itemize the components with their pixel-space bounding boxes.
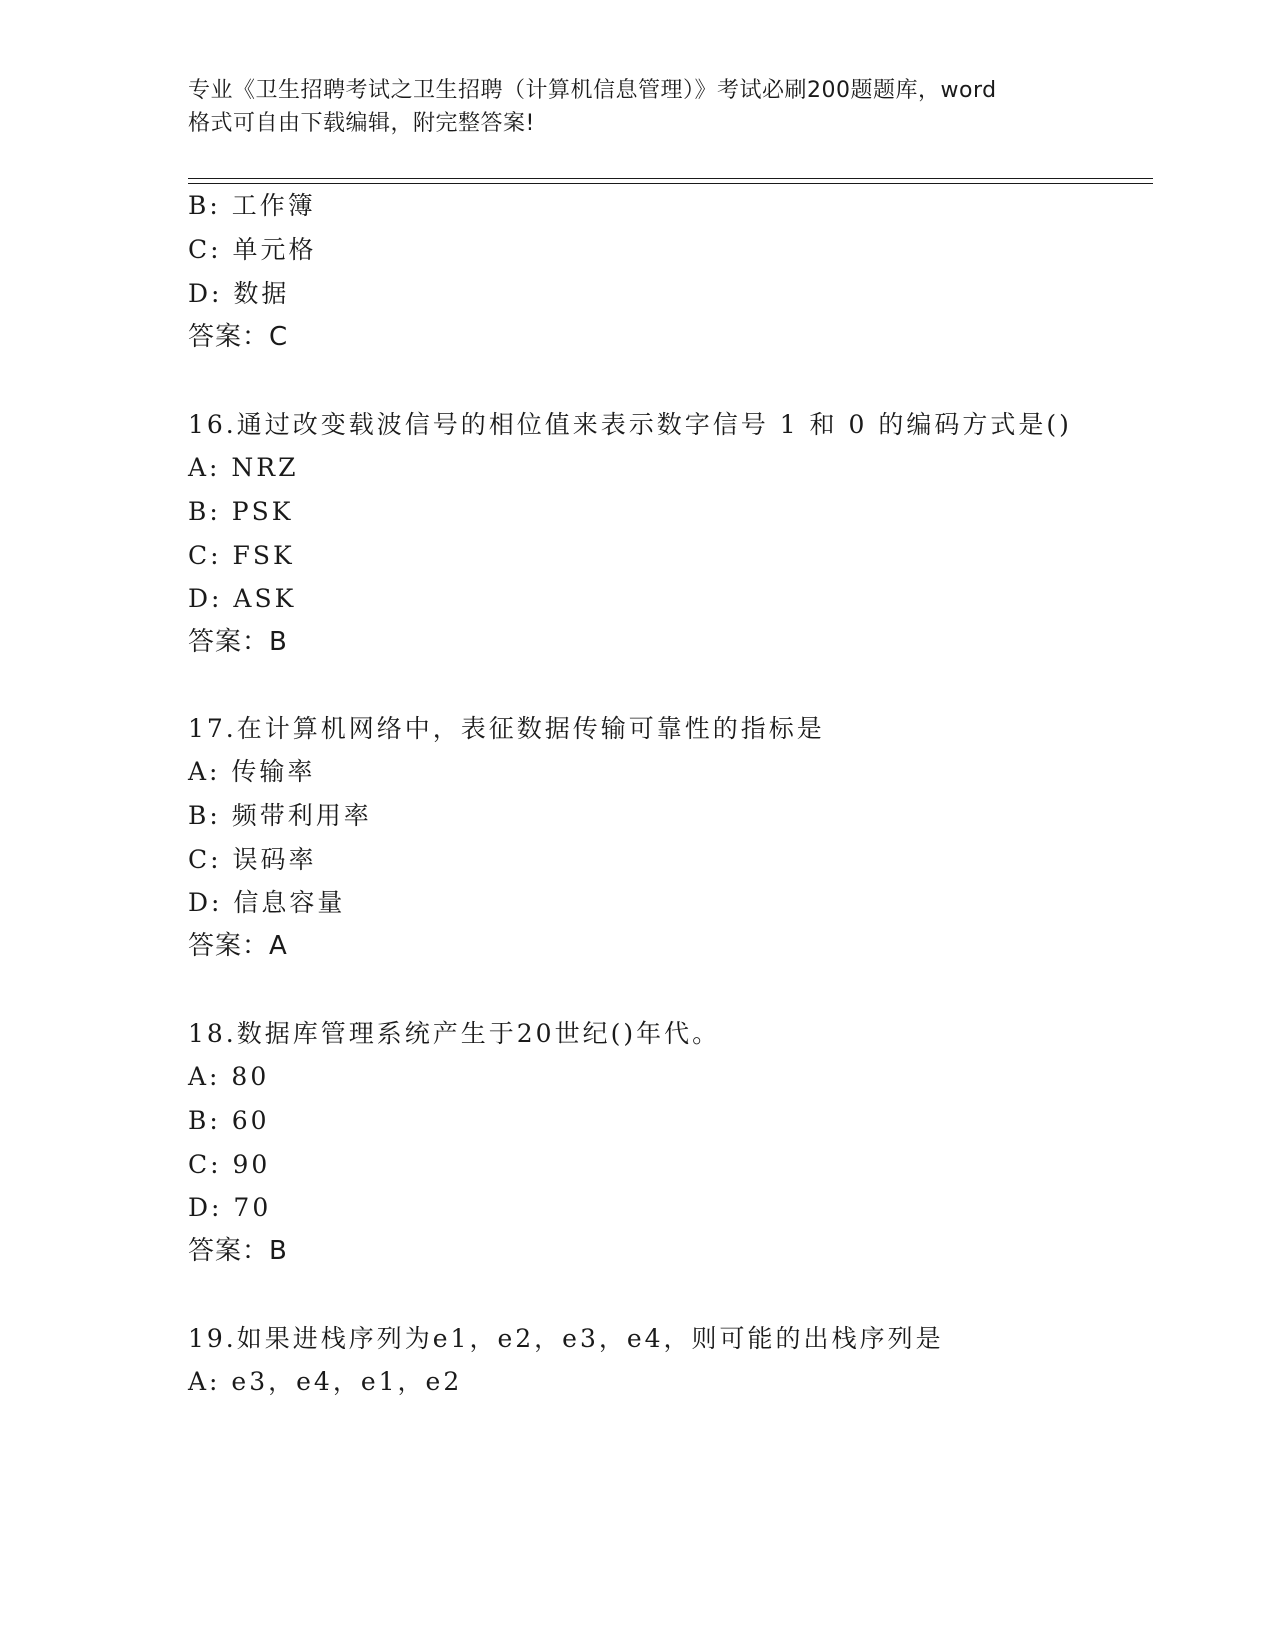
answer-line: 答案：A	[188, 931, 288, 961]
question-title: 17.在计算机网络中，表征数据传输可靠性的指标是	[188, 714, 825, 743]
answer-line: 答案：B	[188, 627, 288, 657]
header-title-line-1: 专业《卫生招聘考试之卫生招聘（计算机信息管理）》考试必刷200题题库，word	[188, 78, 997, 103]
option-d: D: 数据	[188, 279, 290, 308]
option-a: A: 80	[188, 1062, 270, 1091]
header-divider-top	[188, 178, 1153, 179]
option-b: B: 工作簿	[188, 191, 316, 220]
answer-line: 答案：B	[188, 1236, 288, 1266]
option-b: B: 60	[188, 1106, 270, 1135]
header-title-line-2: 格式可自由下载编辑，附完整答案!	[188, 111, 535, 136]
option-d: D: 信息容量	[188, 888, 346, 917]
option-b: B: PSK	[188, 497, 294, 526]
option-a: A: NRZ	[188, 453, 299, 482]
document-header	[188, 74, 1088, 140]
option-b: B: 频带利用率	[188, 801, 372, 830]
option-c: C: FSK	[188, 541, 295, 570]
question-title: 18.数据库管理系统产生于20世纪()年代。	[188, 1019, 721, 1048]
answer-line: 答案：C	[188, 322, 289, 352]
option-a: A: 传输率	[188, 757, 316, 786]
option-d: D: 70	[188, 1193, 272, 1222]
question-title: 16.通过改变载波信号的相位值来表示数字信号 1 和 0 的编码方式是()	[188, 410, 1072, 439]
option-c: C: 误码率	[188, 845, 317, 874]
option-d: D: ASK	[188, 584, 297, 613]
option-c: C: 90	[188, 1150, 271, 1179]
header-divider-bottom	[188, 183, 1153, 184]
option-a: A: e3，e4，e1，e2	[188, 1367, 463, 1396]
option-c: C: 单元格	[188, 235, 317, 264]
question-title: 19.如果进栈序列为e1，e2，e3，e4，则可能的出栈序列是	[188, 1324, 944, 1353]
